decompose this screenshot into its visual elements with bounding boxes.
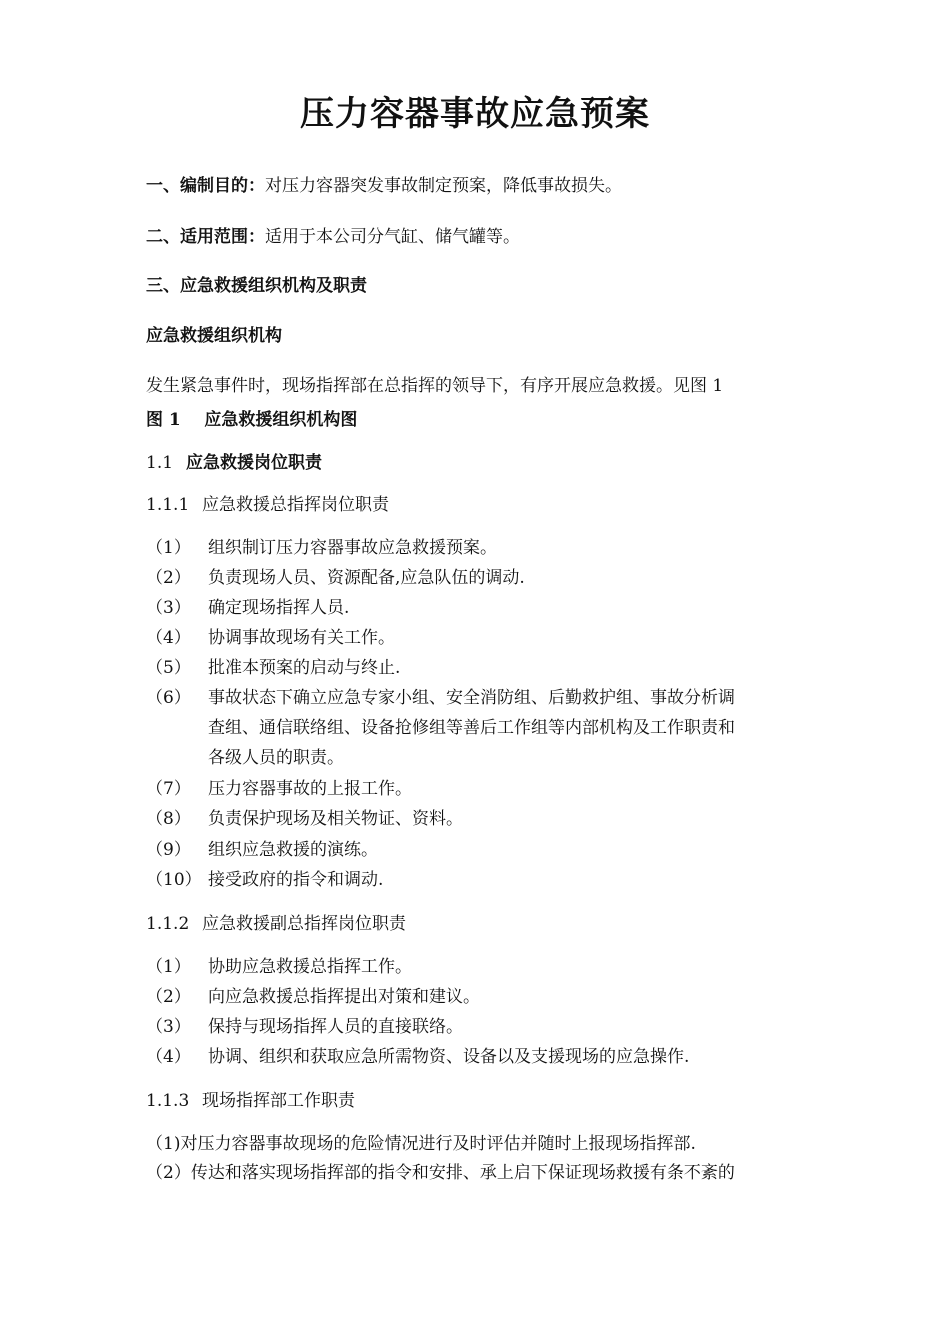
section-1-1 bbox=[146, 451, 322, 475]
section-organization-heading: 三、应急救援组织机构及职责 bbox=[146, 276, 367, 296]
list-item-number: （2） bbox=[146, 568, 191, 588]
list-item-text: 协助应急救援总指挥工作。 bbox=[208, 957, 412, 977]
list-item bbox=[146, 596, 349, 620]
list-item-text: 确定现场指挥人员. bbox=[208, 598, 350, 618]
section-1-1-2 bbox=[146, 912, 406, 936]
list-item bbox=[146, 807, 463, 831]
list-item-text: 负责现场人员、资源配备,应急队伍的调动. bbox=[208, 568, 525, 588]
list-item-continuation: 查组、通信联络组、设备抢修组等善后工作组等内部机构及工作职责和 bbox=[208, 718, 735, 738]
section-purpose bbox=[146, 174, 622, 198]
section-scope bbox=[146, 225, 520, 249]
list-item bbox=[146, 838, 378, 862]
section-purpose-text: 对压力容器突发事故制定预案，降低事故损失。 bbox=[265, 176, 622, 196]
list-item bbox=[146, 626, 395, 650]
list-item-text: 事故状态下确立应急专家小组、安全消防组、后勤救护组、事故分析调 bbox=[208, 688, 735, 708]
org-structure-heading: 应急救援组织机构 bbox=[146, 326, 282, 346]
list-item-number: （2） bbox=[146, 987, 191, 1007]
section-1-1-3-number: 1.1.3 bbox=[146, 1091, 190, 1111]
list-item-number: （10） bbox=[146, 870, 202, 890]
list-item-text: 向应急救援总指挥提出对策和建议。 bbox=[208, 987, 480, 1007]
list-item bbox=[146, 656, 400, 680]
section-1-1-number: 1.1 bbox=[146, 453, 174, 473]
list-item-number: （4） bbox=[146, 628, 191, 648]
org-structure-text: 发生紧急事件时，现场指挥部在总指挥的领导下，有序开展应急救援。见图 1 bbox=[146, 376, 724, 396]
list-item-text: 批准本预案的启动与终止. bbox=[208, 658, 401, 678]
list-item-text: 组织制订压力容器事故应急救援预案。 bbox=[208, 538, 497, 558]
list-item bbox=[146, 686, 735, 710]
section-1-1-3 bbox=[146, 1089, 355, 1113]
list-item-number: （1） bbox=[146, 538, 191, 558]
list-item: （1)对压力容器事故现场的危险情况进行及时评估并随时上报现场指挥部. bbox=[146, 1134, 696, 1154]
list-item-number: （9） bbox=[146, 840, 191, 860]
section-1-1-1-title: 应急救援总指挥岗位职责 bbox=[202, 495, 389, 515]
list-item bbox=[146, 955, 412, 979]
list-item-text: 组织应急救援的演练。 bbox=[208, 840, 378, 860]
section-1-1-2-number: 1.1.2 bbox=[146, 914, 190, 934]
document-title: 压力容器事故应急预案 bbox=[300, 94, 650, 134]
list-item-text: 保持与现场指挥人员的直接联络。 bbox=[208, 1017, 463, 1037]
list-item-number: （5） bbox=[146, 658, 191, 678]
list-item-text: 协调、组织和获取应急所需物资、设备以及支援现场的应急操作. bbox=[208, 1047, 690, 1067]
list-item-continuation: 各级人员的职责。 bbox=[208, 748, 344, 768]
list-item-text: 协调事故现场有关工作。 bbox=[208, 628, 395, 648]
section-1-1-title: 应急救援岗位职责 bbox=[186, 453, 322, 473]
list-item bbox=[146, 1045, 689, 1069]
section-purpose-label: 一、编制目的： bbox=[146, 176, 265, 196]
section-1-1-2-title: 应急救援副总指挥岗位职责 bbox=[202, 914, 406, 934]
list-item bbox=[146, 536, 497, 560]
list-item-number: （3） bbox=[146, 1017, 191, 1037]
section-1-1-3-title: 现场指挥部工作职责 bbox=[202, 1091, 355, 1111]
section-scope-label: 二、适用范围： bbox=[146, 227, 265, 247]
list-item-text: 负责保护现场及相关物证、资料。 bbox=[208, 809, 463, 829]
list-item-number: （7） bbox=[146, 779, 191, 799]
list-item-number: （6） bbox=[146, 688, 191, 708]
list-item-text: 压力容器事故的上报工作。 bbox=[208, 779, 412, 799]
section-1-1-1-number: 1.1.1 bbox=[146, 495, 190, 515]
list-item: （2）传达和落实现场指挥部的指令和安排、承上启下保证现场救援有条不紊的 bbox=[146, 1163, 735, 1183]
section-1-1-1 bbox=[146, 493, 389, 517]
list-item-number: （8） bbox=[146, 809, 191, 829]
list-item bbox=[146, 868, 383, 892]
list-item-number: （4） bbox=[146, 1047, 191, 1067]
figure-caption: 图 1 应急救援组织机构图 bbox=[146, 410, 358, 430]
list-item bbox=[146, 1015, 463, 1039]
list-item bbox=[146, 985, 480, 1009]
list-item bbox=[146, 566, 525, 590]
list-item-number: （1） bbox=[146, 957, 191, 977]
section-scope-text: 适用于本公司分气缸、储气罐等。 bbox=[265, 227, 520, 247]
list-item-text: 接受政府的指令和调动. bbox=[208, 870, 384, 890]
list-item-number: （3） bbox=[146, 598, 191, 618]
list-item bbox=[146, 777, 412, 801]
